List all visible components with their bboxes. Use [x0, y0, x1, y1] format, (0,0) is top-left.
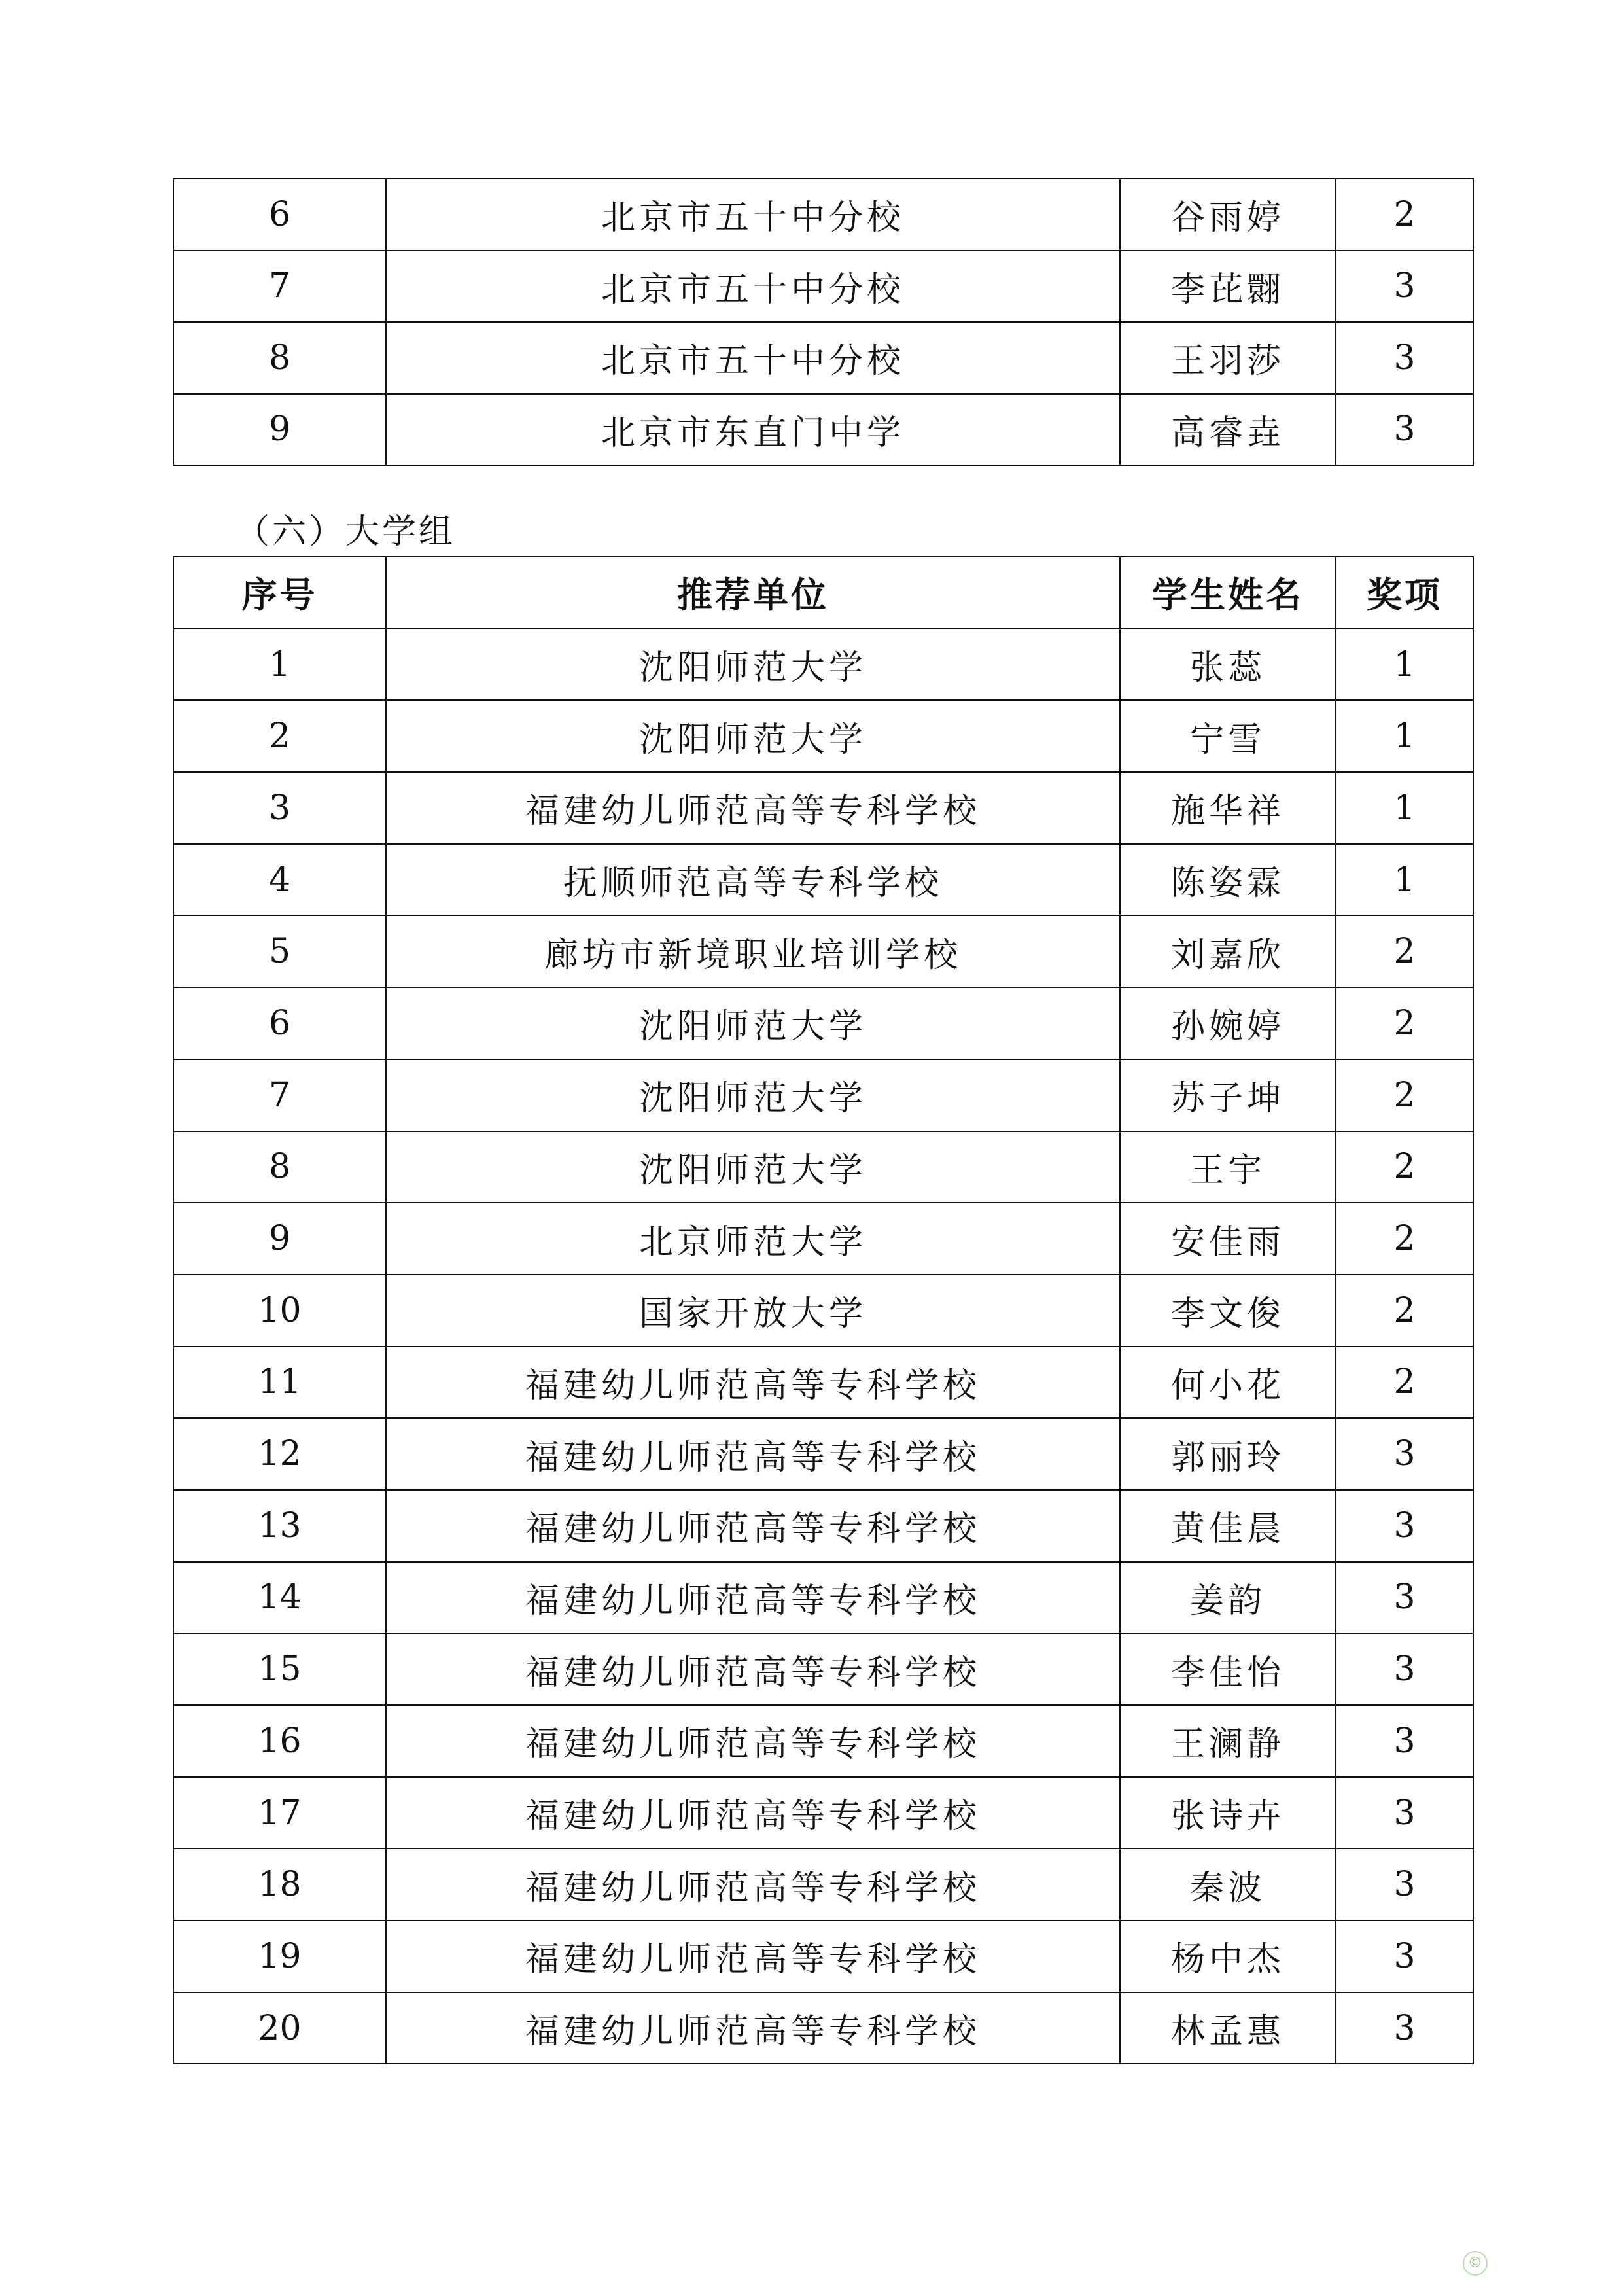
- award-cell: 2: [1336, 179, 1473, 251]
- award-table-university-body: [173, 629, 1473, 2064]
- serial-number-cell: 13: [173, 1490, 386, 1562]
- student-name-cell: 陈姿霖: [1120, 844, 1336, 916]
- award-cell: 1: [1336, 772, 1473, 844]
- student-name-cell: 王宇: [1120, 1131, 1336, 1203]
- recommending-unit-cell: 福建幼儿师范高等专科学校: [386, 1848, 1120, 1920]
- serial-number-cell: 18: [173, 1848, 386, 1920]
- serial-number-cell: 7: [173, 251, 386, 323]
- serial-number-cell: 9: [173, 1203, 386, 1275]
- recommending-unit-cell: 北京师范大学: [386, 1203, 1120, 1275]
- student-name-cell: 苏子坤: [1120, 1059, 1336, 1131]
- table-row: [173, 1777, 1473, 1849]
- recommending-unit-cell: 沈阳师范大学: [386, 1131, 1120, 1203]
- serial-number-cell: 20: [173, 1992, 386, 2064]
- student-name-cell: 刘嘉欣: [1120, 915, 1336, 987]
- recommending-unit-cell: 北京市东直门中学: [386, 394, 1120, 466]
- student-name-cell: 施华祥: [1120, 772, 1336, 844]
- student-name-cell: 张诗卉: [1120, 1777, 1336, 1849]
- serial-number-cell: 6: [173, 987, 386, 1059]
- header-recommending-unit: 推荐单位: [386, 557, 1120, 629]
- serial-number-cell: 3: [173, 772, 386, 844]
- student-name-cell: 秦波: [1120, 1848, 1336, 1920]
- award-cell: 2: [1336, 1347, 1473, 1419]
- serial-number-cell: 1: [173, 629, 386, 701]
- serial-number-cell: 5: [173, 915, 386, 987]
- student-name-cell: 何小花: [1120, 1347, 1336, 1419]
- student-name-cell: 李文俊: [1120, 1275, 1336, 1347]
- student-name-cell: 王澜静: [1120, 1705, 1336, 1777]
- student-name-cell: 安佳雨: [1120, 1203, 1336, 1275]
- award-cell: 1: [1336, 700, 1473, 772]
- recommending-unit-cell: 抚顺师范高等专科学校: [386, 844, 1120, 916]
- serial-number-cell: 10: [173, 1275, 386, 1347]
- serial-number-cell: 8: [173, 1131, 386, 1203]
- award-table-university: [173, 556, 1474, 2064]
- recommending-unit-cell: 福建幼儿师范高等专科学校: [386, 1562, 1120, 1634]
- section-heading-university: （六）大学组: [236, 512, 456, 552]
- award-cell: 3: [1336, 1705, 1473, 1777]
- award-cell: 3: [1336, 322, 1473, 394]
- award-cell: 1: [1336, 844, 1473, 916]
- table-row: [173, 1059, 1473, 1131]
- table-row: [173, 1418, 1473, 1490]
- table-row: [173, 1633, 1473, 1705]
- award-cell: 3: [1336, 1992, 1473, 2064]
- recommending-unit-cell: 福建幼儿师范高等专科学校: [386, 772, 1120, 844]
- recommending-unit-cell: 福建幼儿师范高等专科学校: [386, 1490, 1120, 1562]
- table-row: [173, 1347, 1473, 1419]
- serial-number-cell: 8: [173, 322, 386, 394]
- table-row: [173, 1131, 1473, 1203]
- recommending-unit-cell: 福建幼儿师范高等专科学校: [386, 1705, 1120, 1777]
- student-name-cell: 孙婉婷: [1120, 987, 1336, 1059]
- serial-number-cell: 9: [173, 394, 386, 466]
- award-cell: 3: [1336, 1490, 1473, 1562]
- table-row: [173, 1848, 1473, 1920]
- serial-number-cell: 12: [173, 1418, 386, 1490]
- award-cell: 3: [1336, 1418, 1473, 1490]
- award-cell: 2: [1336, 915, 1473, 987]
- recommending-unit-cell: 福建幼儿师范高等专科学校: [386, 1992, 1120, 2064]
- recommending-unit-cell: 沈阳师范大学: [386, 700, 1120, 772]
- table-row: [173, 322, 1473, 394]
- recommending-unit-cell: 沈阳师范大学: [386, 1059, 1120, 1131]
- corner-watermark-icon: ©: [1463, 2251, 1488, 2276]
- table-row: [173, 179, 1473, 251]
- serial-number-cell: 15: [173, 1633, 386, 1705]
- header-serial-number: 序号: [173, 557, 386, 629]
- table-row: [173, 251, 1473, 323]
- table-row: [173, 915, 1473, 987]
- table-row: [173, 394, 1473, 466]
- table-row: [173, 629, 1473, 701]
- recommending-unit-cell: 北京市五十中分校: [386, 322, 1120, 394]
- award-cell: 3: [1336, 394, 1473, 466]
- recommending-unit-cell: 福建幼儿师范高等专科学校: [386, 1418, 1120, 1490]
- header-award: 奖项: [1336, 557, 1473, 629]
- recommending-unit-cell: 福建幼儿师范高等专科学校: [386, 1920, 1120, 1992]
- table-row: [173, 987, 1473, 1059]
- table-row: [173, 1705, 1473, 1777]
- award-table-continued: [173, 178, 1474, 466]
- student-name-cell: 宁雪: [1120, 700, 1336, 772]
- award-cell: 3: [1336, 1920, 1473, 1992]
- serial-number-cell: 17: [173, 1777, 386, 1849]
- table-header-row: [173, 557, 1473, 629]
- table-row: [173, 1275, 1473, 1347]
- recommending-unit-cell: 福建幼儿师范高等专科学校: [386, 1777, 1120, 1849]
- table-row: [173, 1490, 1473, 1562]
- serial-number-cell: 2: [173, 700, 386, 772]
- recommending-unit-cell: 沈阳师范大学: [386, 987, 1120, 1059]
- table-row: [173, 1992, 1473, 2064]
- award-table-continued-body: [173, 179, 1473, 465]
- serial-number-cell: 14: [173, 1562, 386, 1634]
- serial-number-cell: 4: [173, 844, 386, 916]
- serial-number-cell: 11: [173, 1347, 386, 1419]
- recommending-unit-cell: 福建幼儿师范高等专科学校: [386, 1347, 1120, 1419]
- award-cell: 2: [1336, 1203, 1473, 1275]
- student-name-cell: 林孟惠: [1120, 1992, 1336, 2064]
- student-name-cell: 高睿垚: [1120, 394, 1336, 466]
- recommending-unit-cell: 福建幼儿师范高等专科学校: [386, 1633, 1120, 1705]
- award-cell: 2: [1336, 1131, 1473, 1203]
- serial-number-cell: 16: [173, 1705, 386, 1777]
- recommending-unit-cell: 廊坊市新境职业培训学校: [386, 915, 1120, 987]
- award-cell: 3: [1336, 251, 1473, 323]
- recommending-unit-cell: 北京市五十中分校: [386, 179, 1120, 251]
- recommending-unit-cell: 北京市五十中分校: [386, 251, 1120, 323]
- table-row: [173, 844, 1473, 916]
- recommending-unit-cell: 沈阳师范大学: [386, 629, 1120, 701]
- table-row: [173, 1203, 1473, 1275]
- student-name-cell: 李佳怡: [1120, 1633, 1336, 1705]
- table-row: [173, 772, 1473, 844]
- student-name-cell: 张蕊: [1120, 629, 1336, 701]
- award-cell: 2: [1336, 987, 1473, 1059]
- student-name-cell: 姜韵: [1120, 1562, 1336, 1634]
- student-name-cell: 李芘翾: [1120, 251, 1336, 323]
- student-name-cell: 谷雨婷: [1120, 179, 1336, 251]
- award-cell: 3: [1336, 1848, 1473, 1920]
- header-student-name: 学生姓名: [1120, 557, 1336, 629]
- table-row: [173, 1562, 1473, 1634]
- table-row: [173, 700, 1473, 772]
- award-cell: 3: [1336, 1777, 1473, 1849]
- award-cell: 3: [1336, 1633, 1473, 1705]
- student-name-cell: 杨中杰: [1120, 1920, 1336, 1992]
- recommending-unit-cell: 国家开放大学: [386, 1275, 1120, 1347]
- award-cell: 2: [1336, 1275, 1473, 1347]
- award-cell: 1: [1336, 629, 1473, 701]
- student-name-cell: 郭丽玲: [1120, 1418, 1336, 1490]
- serial-number-cell: 19: [173, 1920, 386, 1992]
- student-name-cell: 黄佳晨: [1120, 1490, 1336, 1562]
- award-cell: 3: [1336, 1562, 1473, 1634]
- award-cell: 2: [1336, 1059, 1473, 1131]
- table-row: [173, 1920, 1473, 1992]
- serial-number-cell: 6: [173, 179, 386, 251]
- student-name-cell: 王羽莎: [1120, 322, 1336, 394]
- serial-number-cell: 7: [173, 1059, 386, 1131]
